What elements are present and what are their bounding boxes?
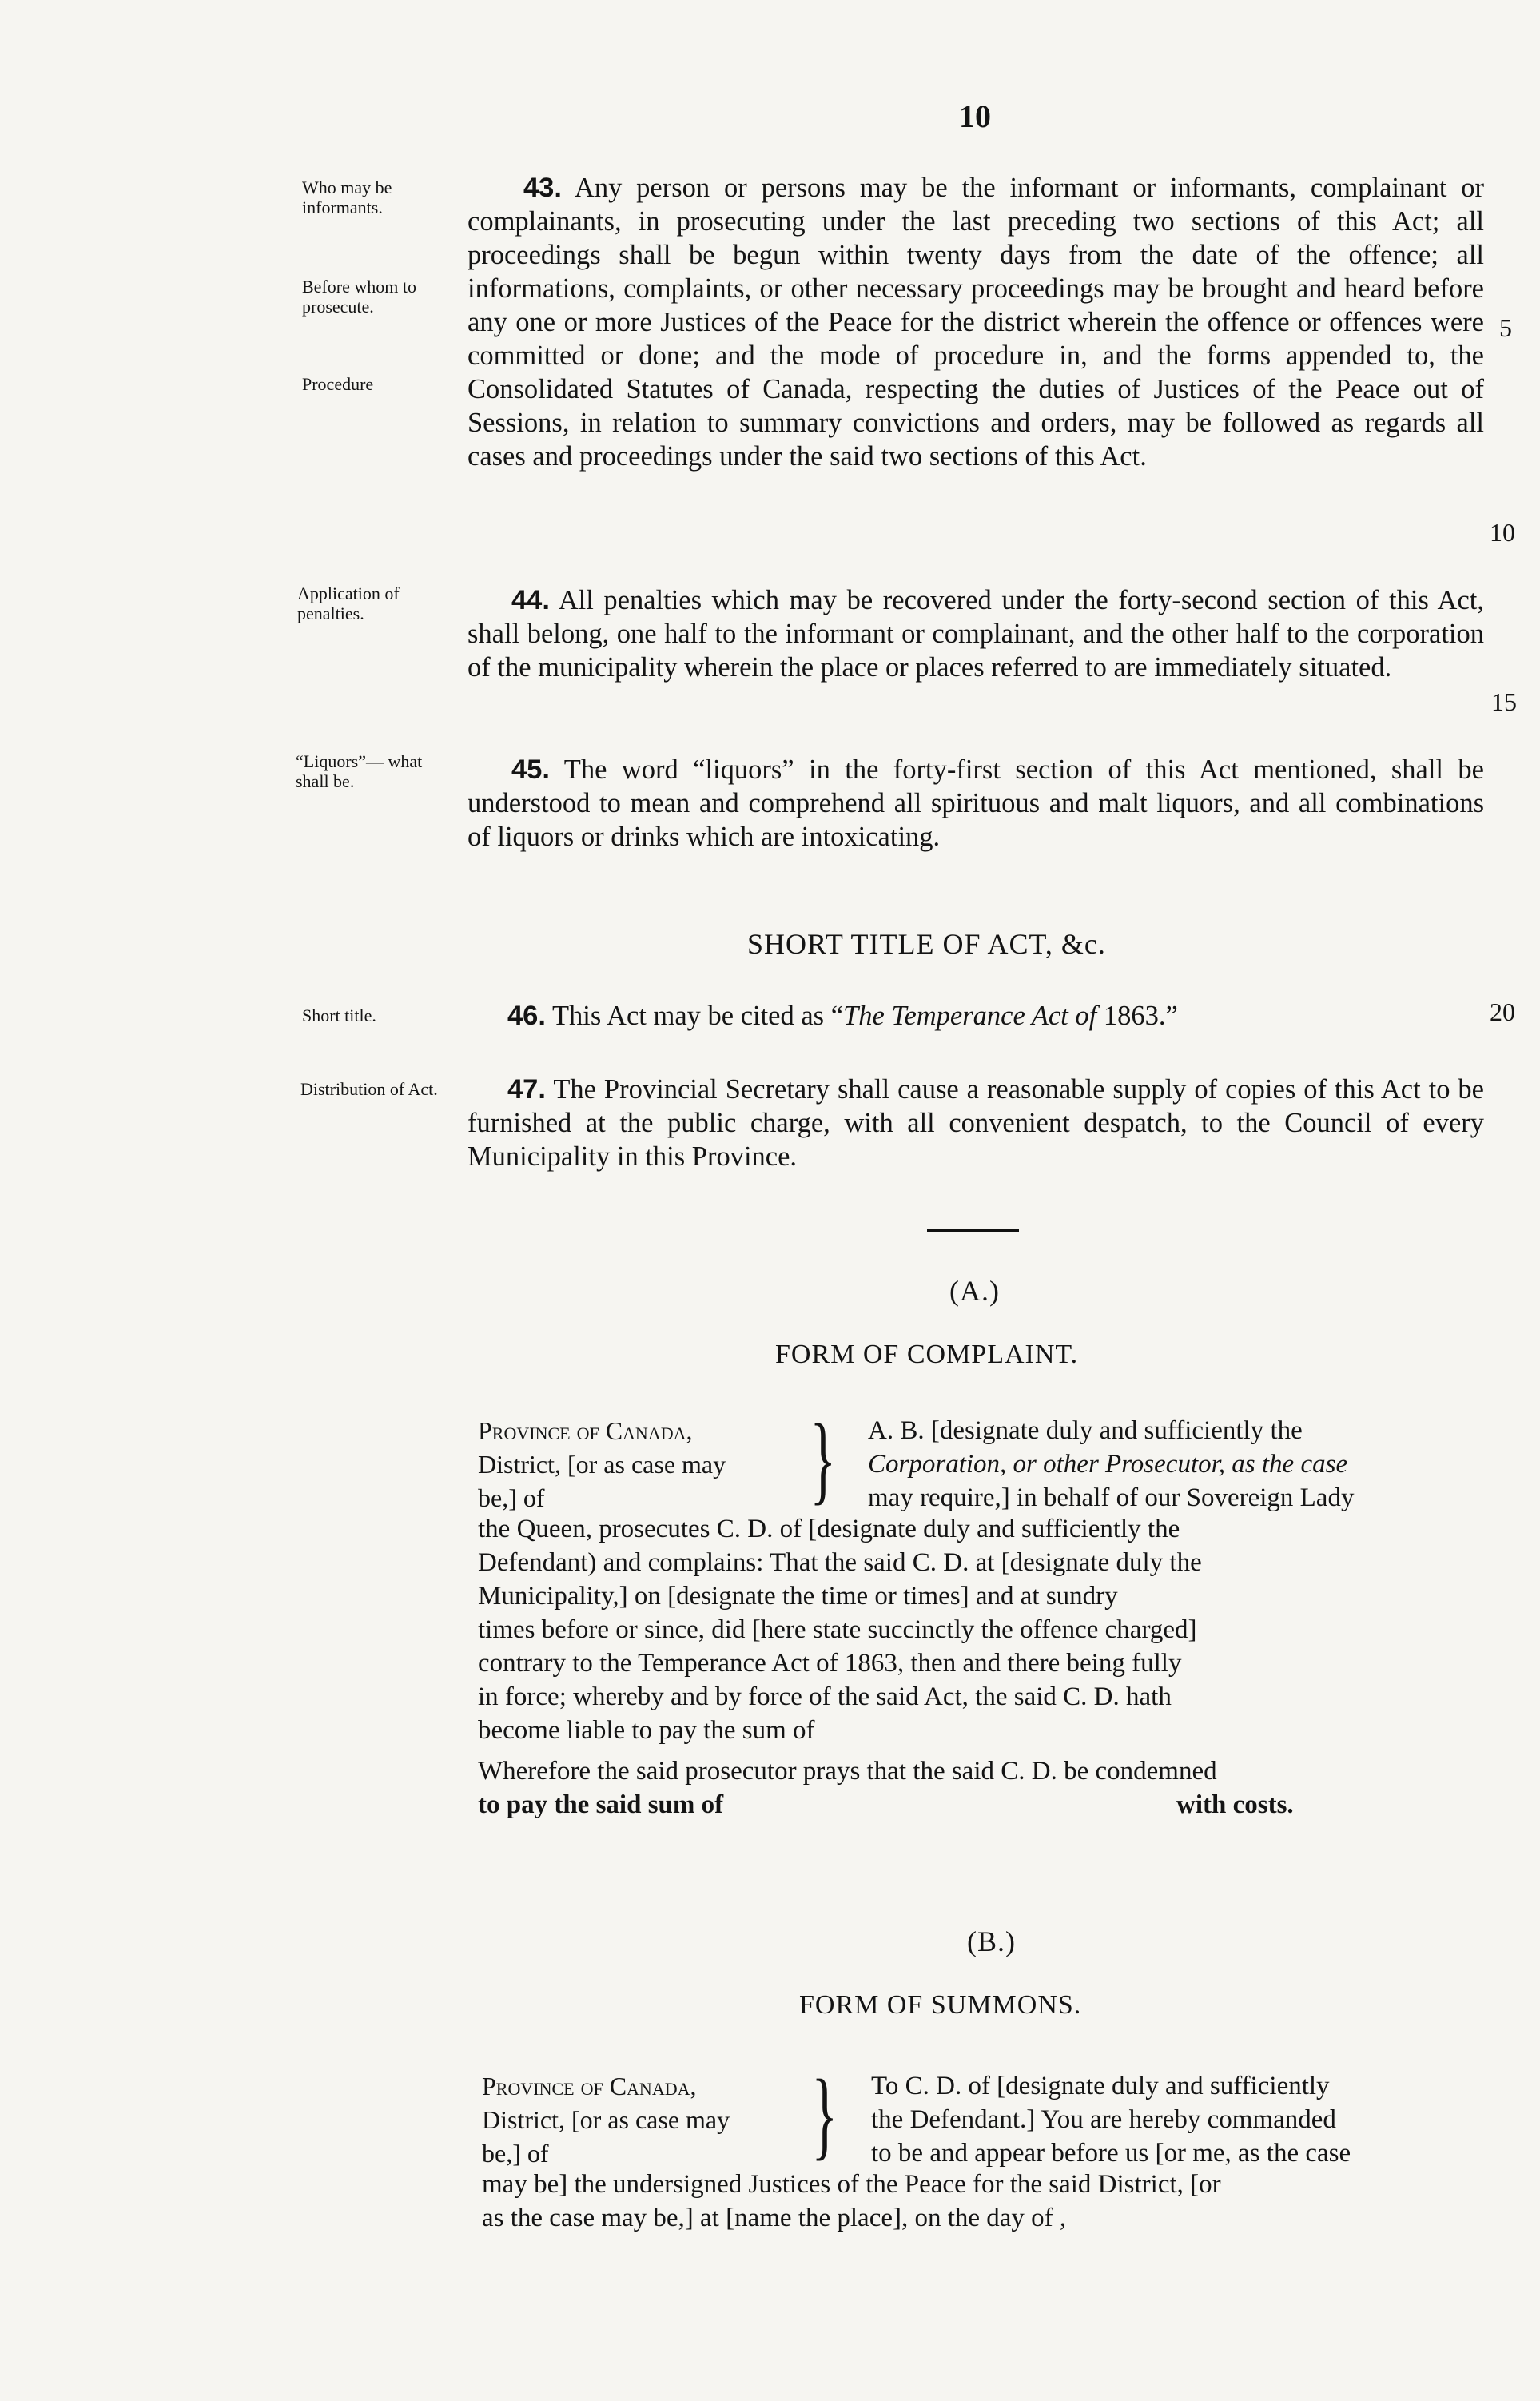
section-44 — [468, 583, 1484, 684]
form-a-body-line: Defendant) and complains: That the said C. D. at [designate duly the — [478, 1548, 1202, 1577]
form-a-right-line: A. B. [designate duly and sufficiently the — [868, 1416, 1303, 1445]
form-a-district-line: District, [or as case may — [478, 1450, 726, 1479]
margin-note-informants: Who may be informants. — [302, 177, 392, 217]
form-b-district-line: District, [or as case may — [482, 2105, 730, 2134]
form-a-province-line: Province of Canada, — [478, 1416, 693, 1445]
section-43-text: Any person or persons may be the informant or informants, complainant or complainants, in prosecuting under the last preceding two sections of this Act; all proceedings shall be begun within twenty days from the date of the offence; all informations, complaints, or other necessary proceedings may be brought and heard before any one or more Justices of the Peace for the district wherein the offence or offences were committed or done; and the mode of procedure in, and the forms appended to, the Consolidated Statutes of Canada, respecting the duties of Justices of the Peace out of Sessions, in relation to summary convictions and orders, may be followed as regards all cases and proceedings under the said two sections of this Act. — [468, 173, 1484, 472]
margin-note-application: Application of penalties. — [297, 583, 400, 623]
section-45-text: The word “liquors” in the forty-first section of this Act mentioned, shall be understood to mean and comprehend all spirituous and malt liquors, and all combinations of liquors or drinks which are intoxicating. — [468, 755, 1484, 852]
form-b-heading: FORM OF SUMMONS. — [799, 1990, 1082, 2020]
section-46 — [468, 999, 1484, 1033]
section-44-text: All penalties which may be recovered under the forty-second section of this Act, shall belong, one half to the informant or complainant, and the other half to the corporation of the municipality wherein the place or places referred to are immediately situated. — [468, 585, 1484, 683]
form-b-province-block — [482, 2070, 730, 2171]
form-b-right-line: to be and appear before us [or me, as the case — [871, 2139, 1351, 2168]
form-b-body-line: as the case may be,] at [name the place], on the day of , — [482, 2204, 1067, 2232]
section-46-title: The Temperance Act of — [843, 1001, 1097, 1031]
form-b-body — [482, 2168, 1221, 2236]
margin-note-before-whom: Before whom to prosecute. — [302, 277, 416, 317]
section-46-number: 46. — [507, 1001, 546, 1031]
section-43-number: 43. — [523, 173, 562, 203]
form-a-right-line: may require,] in behalf of our Sovereign Lady — [868, 1483, 1355, 1512]
form-b-brace: } — [811, 2060, 838, 2169]
form-b-right-line: To C. D. of [designate duly and sufficiently — [871, 2072, 1330, 2100]
form-b-right-line: the Defendant.] You are hereby commanded — [871, 2105, 1336, 2134]
form-a-body-line: become liable to pay the sum of — [478, 1716, 815, 1745]
form-a-body-line: contrary to the Temperance Act of 1863, then and there being fully — [478, 1649, 1182, 1678]
form-a-be-of-line: be,] of — [478, 1483, 545, 1512]
form-a-body — [478, 1513, 1202, 1748]
divider-rule — [927, 1229, 1019, 1232]
line-number-20: 20 — [1490, 997, 1515, 1026]
form-b-be-of-line: be,] of — [482, 2139, 549, 2168]
form-a-brace: } — [810, 1404, 837, 1514]
margin-note-procedure: Procedure — [302, 374, 374, 394]
section-43 — [468, 171, 1484, 473]
page-number: 10 — [959, 98, 991, 134]
section-45-number: 45. — [511, 755, 550, 785]
form-b-body-line: may be] the undersigned Justices of the Peace for the said District, [or — [482, 2170, 1221, 2199]
section-47 — [468, 1073, 1484, 1173]
section-44-number: 44. — [511, 585, 550, 615]
line-number-5: 5 — [1499, 313, 1512, 342]
form-a-wherefore: Wherefore the said prosecutor prays that the said C. D. be condemned — [478, 1757, 1217, 1786]
form-b-label: (B.) — [967, 1925, 1016, 1957]
form-a-body-line: in force; whereby and by force of the said Act, the said C. D. hath — [478, 1682, 1172, 1711]
section-46-text-after: 1863.” — [1096, 1001, 1178, 1031]
margin-note-short-title: Short title. — [302, 1005, 376, 1025]
form-a-right-line: Corporation, or other Prosecutor, as the case — [868, 1450, 1348, 1479]
form-a-label: (A.) — [949, 1275, 1000, 1307]
margin-note-distribution: Distribution of Act. — [300, 1079, 438, 1099]
line-number-10: 10 — [1490, 518, 1515, 547]
form-a-body-line: the Queen, prosecutes C. D. of [designate duly and sufficiently the — [478, 1515, 1180, 1543]
section-45 — [468, 753, 1484, 854]
form-b-right-column — [871, 2070, 1351, 2171]
section-47-number: 47. — [507, 1074, 546, 1105]
margin-note-liquors: “Liquors”— what shall be. — [296, 751, 423, 791]
form-a-pay-left: to pay the said sum of — [478, 1790, 724, 1819]
form-a-pay-right: with costs. — [1176, 1790, 1294, 1819]
section-46-text-before: This Act may be cited as “ — [551, 1001, 844, 1031]
form-b-province-line: Province of Canada, — [482, 2072, 697, 2100]
form-a-province-block — [478, 1415, 726, 1515]
form-a-right-column — [868, 1415, 1354, 1515]
form-a-body-line: Municipality,] on [designate the time or times] and at sundry — [478, 1582, 1118, 1611]
form-a-body-line: times before or since, did [here state succinctly the offence charged] — [478, 1615, 1197, 1644]
short-title-heading: SHORT TITLE OF ACT, &c. — [747, 928, 1106, 960]
section-47-text: The Provincial Secretary shall cause a reasonable supply of copies of this Act to be furnished at the public charge, with all convenient despatch, to the Council of every Municipality in this Province. — [468, 1074, 1484, 1172]
line-number-15: 15 — [1491, 687, 1517, 716]
form-a-heading: FORM OF COMPLAINT. — [775, 1340, 1079, 1369]
